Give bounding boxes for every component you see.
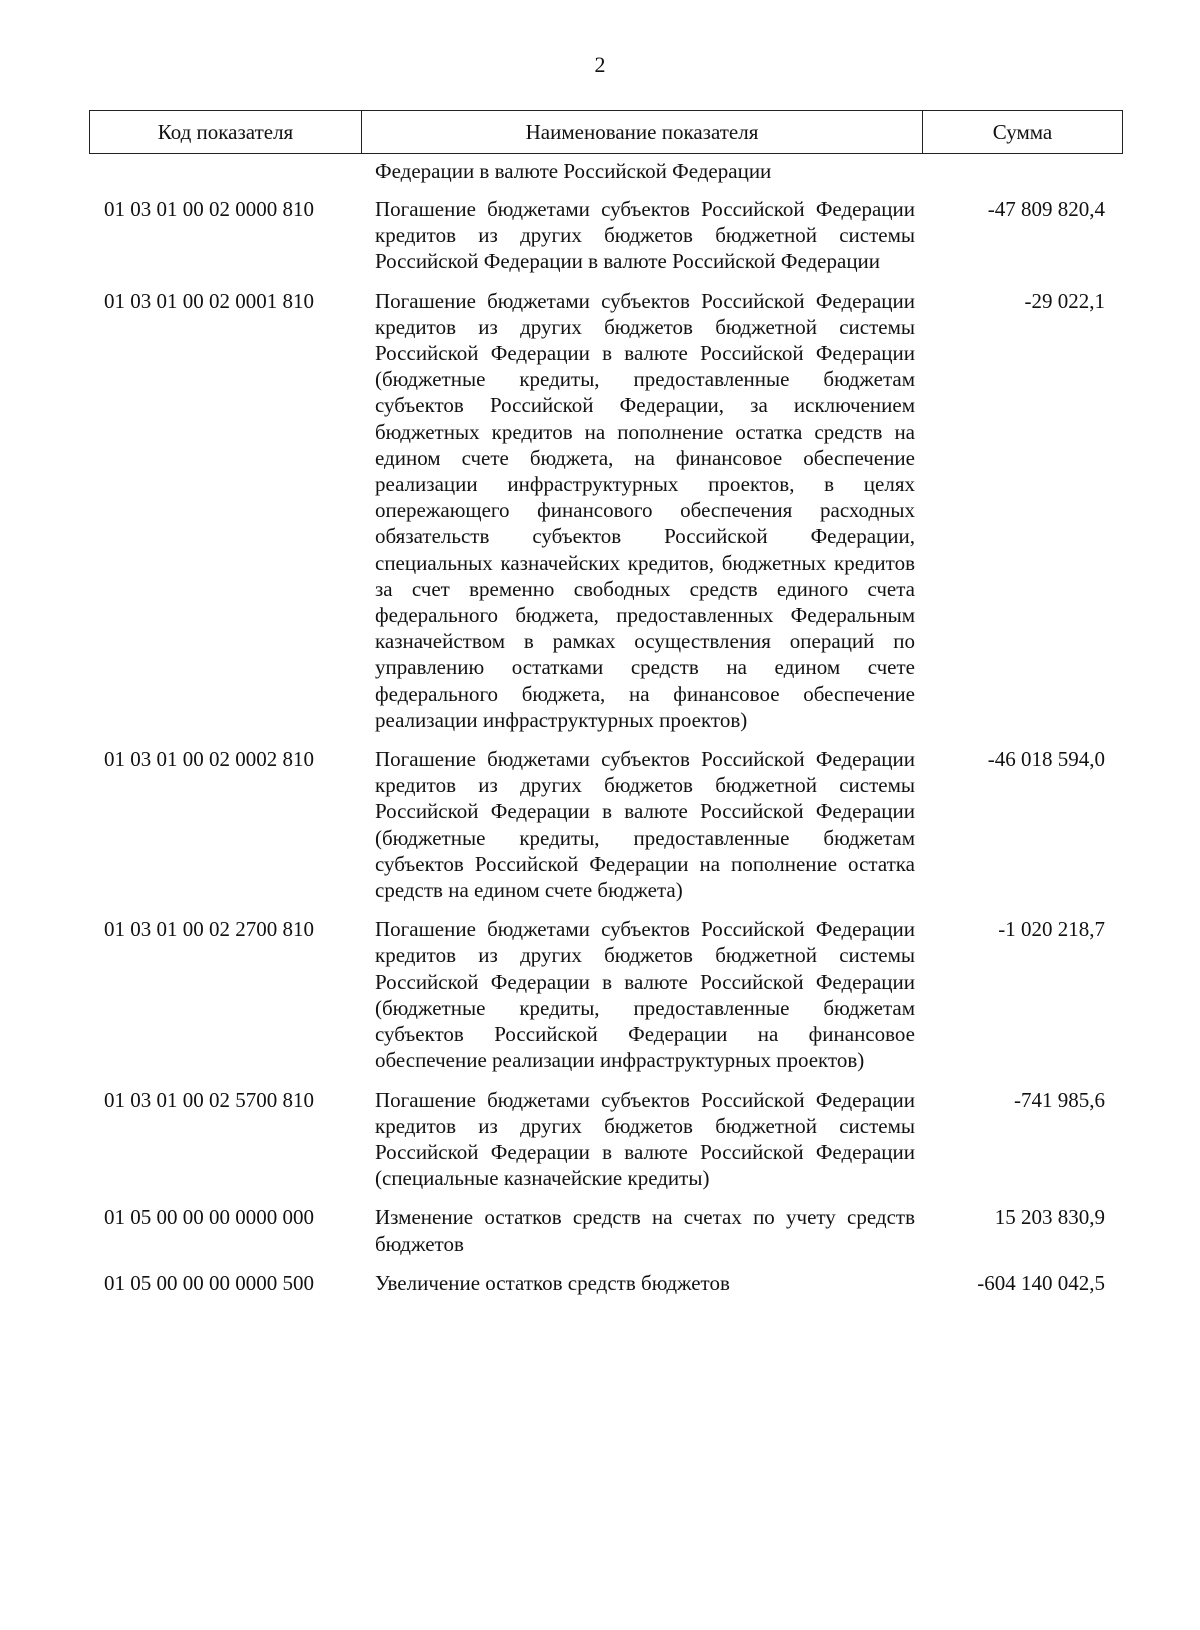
row-sum: -1 020 218,7 bbox=[998, 917, 1105, 942]
row-code: 01 05 00 00 00 0000 000 bbox=[104, 1205, 314, 1230]
row-code: 01 05 00 00 00 0000 500 bbox=[104, 1270, 314, 1295]
table-row bbox=[0, 196, 1200, 275]
row-name: Погашение бюджетами субъектов Российской Федерации кредитов из других бюджетов бюджетной системы Российской Федерации в валюте Российской Федерации (специальные казначейские кредиты) bbox=[375, 1087, 915, 1191]
row-sum: -604 140 042,5 bbox=[977, 1270, 1105, 1295]
row-code: 01 03 01 00 02 0000 810 bbox=[104, 197, 314, 221]
header-sum: Сумма bbox=[992, 119, 1053, 144]
row-code: 01 03 01 00 02 0002 810 bbox=[104, 747, 314, 772]
row-sum: -741 985,6 bbox=[1014, 1087, 1105, 1112]
table-row bbox=[0, 1270, 1200, 1296]
header-name: Наименование показателя bbox=[362, 111, 923, 153]
row-sum: 15 203 830,9 bbox=[994, 1205, 1105, 1230]
table-body bbox=[0, 196, 1200, 1309]
row-sum: -46 018 594,0 bbox=[987, 747, 1105, 772]
row-name: Изменение остатков средств на счетах по учету средств бюджетов bbox=[375, 1205, 915, 1256]
row-name: Увеличение остатков средств бюджетов bbox=[375, 1270, 730, 1295]
row-code: 01 03 01 00 02 0001 810 bbox=[104, 288, 314, 313]
row-name: Погашение бюджетами субъектов Российской Федерации кредитов из других бюджетов бюджетной системы Российской Федерации в валюте Российской Федерации (бюджетные кредиты, предоставленные бюджетам субъектов Российской Федерации на финансовое обеспечение реализации инфраструктурных проектов) bbox=[375, 917, 915, 1073]
table-row bbox=[0, 1087, 1200, 1192]
row-name: Погашение бюджетами субъектов Российской Федерации кредитов из других бюджетов бюджетной системы Российской Федерации в валюте Российской Федерации (бюджетные кредиты, предоставленные бюджетам субъектов Российской Федерации, за исключением бюджетных кредитов на пополнение остатка средств на едином счете бюджета, на финансовое обеспечение реализации инфраструктурных проектов, в целях опережающего финансового обеспечения расходных обязательств субъектов Российской Федерации, специальных казначейских кредитов, бюджетных кредитов за счет временно свободных средств единого счета федерального бюджета, предоставленных Федеральным казначейством в рамках осуществления операций по управлению остатками средств на едином счете федерального бюджета, на финансовое обеспечение реализации инфраструктурных проектов) bbox=[375, 288, 915, 732]
header-code: Код показателя bbox=[90, 111, 362, 153]
page-number: 2 bbox=[594, 52, 606, 77]
row-name: Погашение бюджетами субъектов Российской Федерации кредитов из других бюджетов бюджетной системы Российской Федерации в валюте Российской Федерации bbox=[375, 197, 915, 274]
table-header bbox=[89, 110, 1123, 154]
table-row bbox=[0, 916, 1200, 1073]
row-code: 01 03 01 00 02 5700 810 bbox=[104, 1087, 314, 1112]
table-row bbox=[0, 288, 1200, 733]
continuation-text: Федерации в валюте Российской Федерации bbox=[375, 159, 772, 183]
row-name: Погашение бюджетами субъектов Российской Федерации кредитов из других бюджетов бюджетной системы Российской Федерации в валюте Российской Федерации (бюджетные кредиты, предоставленные бюджетам субъектов Российской Федерации на пополнение остатка средств на едином счете бюджета) bbox=[375, 747, 915, 903]
table-row bbox=[0, 1204, 1200, 1256]
row-sum: -29 022,1 bbox=[1024, 288, 1105, 313]
row-code: 01 03 01 00 02 2700 810 bbox=[104, 917, 314, 942]
row-sum: -47 809 820,4 bbox=[987, 197, 1105, 221]
table-row bbox=[0, 746, 1200, 903]
